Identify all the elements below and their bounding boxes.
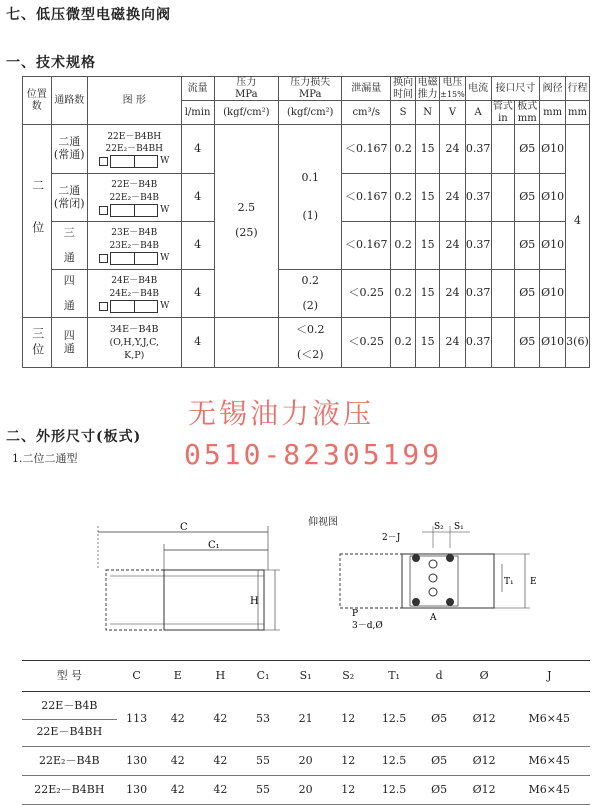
group-three-position: 三位 [23, 318, 52, 368]
hdr-force-unit: N [415, 101, 439, 125]
label-c1: C₁ [208, 540, 220, 551]
hdr-pressure: 压力 MPa [214, 77, 279, 101]
label-c: C [180, 522, 188, 533]
hdr-time-unit: S [391, 101, 416, 125]
hdr-pressure-unit: (kgf/cm²) [214, 101, 279, 125]
hdr-diameter: 阀径 [540, 77, 566, 101]
label-h: H [250, 596, 259, 607]
label-s2: S₂ [434, 522, 444, 532]
table-row: 22E₂－B4B 130 42 42 55 20 12 12.5 Ø5 Ø12 M6×45 [22, 747, 590, 776]
table-row: 22E－B4B 22E－B4BH 113 42 42 53 21 12 12.5 Ø5 Ø12 M6×45 [22, 692, 590, 747]
dimension-table [22, 660, 590, 805]
table-row: 二位 二通 (常通) 22E－B4BH 22E₂－B4BH W 4 2.5 (25) 0.1 (1) ＜0.167 0.2 15 24 0.37 Ø5 Ø10 4 [23, 125, 590, 174]
table-row: 三 通 23E－B4B 23E₂－B4B W 4 ＜0.167 0.2 15 24 0.37 Ø5 Ø10 [23, 222, 590, 270]
hdr-flow: 流量 [181, 77, 214, 101]
hdr-loss-unit: (kgf/cm²) [279, 101, 342, 125]
pressure-loss-a: 0.1 (1) [279, 125, 342, 270]
hdr-em-force: 电磁推力 [415, 77, 439, 101]
hdr-pressure-loss: 压力损失 MPa [279, 77, 342, 101]
hdr-current: 电流 [465, 77, 491, 101]
dimension-header-row: 型 号 C E H C₁ S₁ S₂ T₁ d Ø J [22, 661, 590, 692]
spec-table [22, 76, 590, 368]
label-d: 3－d,Ø [352, 621, 383, 631]
hdr-amp-unit: A [465, 101, 491, 125]
hdr-port-size: 接口尺寸 [491, 77, 540, 101]
table-row: 二通 (常闭) 22E－B4B 22E₂－B4B W 4 ＜0.167 0.2 15 24 0.37 Ø5 Ø10 [23, 174, 590, 222]
hdr-flow-unit: l/min [181, 101, 214, 125]
valve-symbol: 24E－B4B 24E₂－B4B W [87, 270, 181, 318]
stroke-two: 4 [565, 125, 589, 318]
watermark-phone: 0510-82305199 [184, 438, 443, 471]
hdr-ports: 通路数 [51, 77, 87, 125]
pressure-loss-b: 0.2 (2) [279, 270, 342, 318]
label-a: A [430, 613, 437, 623]
dimension-subtitle: 1.二位二通型 [12, 452, 78, 465]
hdr-volt-unit: V [440, 101, 465, 125]
label-s1: S₁ [454, 522, 464, 532]
hdr-position: 位置数 [23, 77, 52, 125]
hdr-plate: 板式 mm [515, 101, 540, 125]
valve-symbol: 22E－B4BH 22E₂－B4BH W [87, 125, 181, 174]
table-row: 四 通 24E－B4B 24E₂－B4B W 4 0.2 (2) ＜0.25 0.2 15 24 0.37 Ø5 Ø10 [23, 270, 590, 318]
valve-symbol: 23E－B4B 23E₂－B4B W [87, 222, 181, 270]
group-two-position: 二位 [23, 125, 52, 318]
section-title: 七、低压微型电磁换向阀 [6, 7, 171, 23]
bottom-view-drawing [330, 518, 545, 638]
table-row: 22E₂－B4BH 130 42 42 55 20 12 12.5 Ø5 Ø12 M6×45 [22, 776, 590, 805]
hdr-symbol: 图 形 [87, 77, 181, 125]
label-j: 2－J [382, 533, 401, 543]
label-p: P [352, 609, 359, 619]
valve-symbol: 22E－B4B 22E₂－B4B W [87, 174, 181, 222]
label-e: E [530, 577, 537, 587]
hdr-switch-time: 换向时间 [391, 77, 416, 101]
hdr-voltage: 电压 ±15% [440, 77, 465, 99]
hdr-stroke-unit: mm [565, 101, 589, 125]
pressure-value: 2.5 (25) [214, 125, 279, 318]
hdr-tube: 管式 in [492, 101, 513, 124]
spec-title: 一、技术规格 [6, 55, 96, 71]
hdr-leak-unit: cm³/s [342, 101, 391, 125]
bottom-view-label: 仰视图 [308, 517, 338, 528]
table-row: 三位 四 通 34E－B4B (O,H,Y,J,C, K,P) 4 ＜0.2 (＜2) ＜0.25 0.2 15 24 0.37 Ø5 Ø10 3(6) [23, 318, 590, 368]
label-t1: T₁ [504, 577, 514, 587]
hdr-dia-unit: mm [540, 101, 566, 125]
watermark-company: 无锡油力液压 [188, 397, 375, 430]
side-view-drawing [90, 520, 280, 640]
hdr-leakage: 泄漏量 [342, 77, 391, 101]
hdr-stroke: 行程 [565, 77, 589, 101]
dimension-title: 二、外形尺寸(板式) [6, 429, 142, 445]
